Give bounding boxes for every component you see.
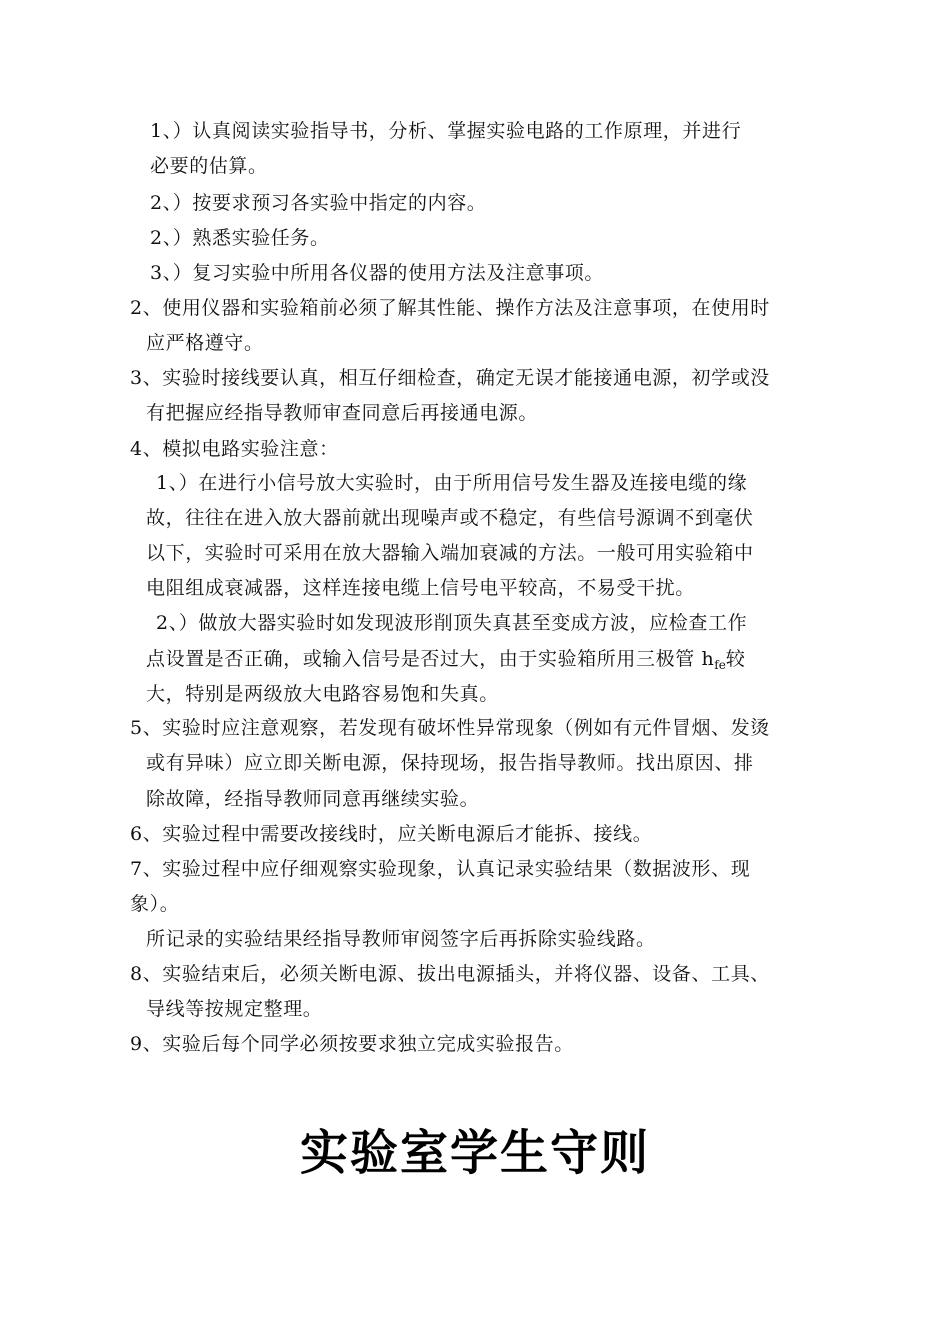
text-line: 大，特别是两级放大电路容易饱和失真。 — [146, 683, 499, 705]
text-line: 3、实验时接线要认真，相互仔细检查，确定无误才能接通电源，初学或没 — [130, 367, 770, 389]
text-line: 2、）熟悉实验任务。 — [150, 227, 330, 249]
text-segment: 较 — [725, 648, 746, 670]
text-line: 6、实验过程中需要改接线时，应关断电源后才能拆、接线。 — [130, 823, 653, 845]
text-line — [146, 642, 745, 676]
text-line: 2、使用仪器和实验箱前必须了解其性能、操作方法及注意事项，在使用时 — [130, 297, 770, 319]
text-line: 有把握应经指导教师审查同意后再接通电源。 — [146, 402, 539, 424]
text-line: 1、）在进行小信号放大实验时，由于所用信号发生器及连接电缆的缘 — [156, 472, 748, 494]
text-line: 5、实验时应注意观察，若发现有破坏性异常现象（例如有元件冒烟、发烫 — [130, 717, 770, 739]
text-line: 电阻组成衰减器，这样连接电缆上信号电平较高，不易受干扰。 — [146, 577, 695, 599]
text-line: 或有异味）应立即关断电源，保持现场，报告指导教师。找出原因、排 — [146, 752, 754, 774]
text-line: 所记录的实验结果经指导教师审阅签字后再拆除实验线路。 — [146, 928, 656, 950]
text-line: 7、实验过程中应仔细观察实验现象，认真记录实验结果（数据波形、现 — [130, 858, 751, 880]
text-line: 3、）复习实验中所用各仪器的使用方法及注意事项。 — [150, 262, 604, 284]
text-line: 应严格遵守。 — [146, 332, 264, 354]
text-line: 以下，实验时可采用在放大器输入端加衰减的方法。一般可用实验箱中 — [146, 542, 754, 564]
text-line: 导线等按规定整理。 — [146, 998, 323, 1020]
text-line: 故，往往在进入放大器前就出现噪声或不稳定，有些信号源调不到毫伏 — [146, 507, 754, 529]
text-segment: 点设置是否正确，或输入信号是否过大，由于实验箱所用三极管 h — [146, 648, 715, 670]
subscript-fe: fe — [714, 658, 726, 672]
text-line: 9、实验后每个同学必须按要求独立完成实验报告。 — [130, 1033, 574, 1055]
text-line: 1、）认真阅读实验指导书，分析、掌握实验电路的工作原理，并进行 — [150, 120, 742, 142]
section-title: 实验室学生守则 — [299, 1125, 650, 1181]
text-line: 8、实验结束后，必须关断电源、拔出电源插头，并将仪器、设备、工具、 — [130, 963, 770, 985]
text-line: 象）。 — [130, 893, 180, 915]
text-line: 除故障，经指导教师同意再继续实验。 — [146, 788, 480, 810]
text-line: 2、）按要求预习各实验中指定的内容。 — [150, 192, 487, 214]
text-line: 4、模拟电路实验注意： — [130, 438, 339, 460]
text-line: 2、）做放大器实验时如发现波形削顶失真甚至变成方波，应检查工作 — [156, 612, 748, 634]
text-line: 必要的估算。 — [150, 155, 268, 177]
